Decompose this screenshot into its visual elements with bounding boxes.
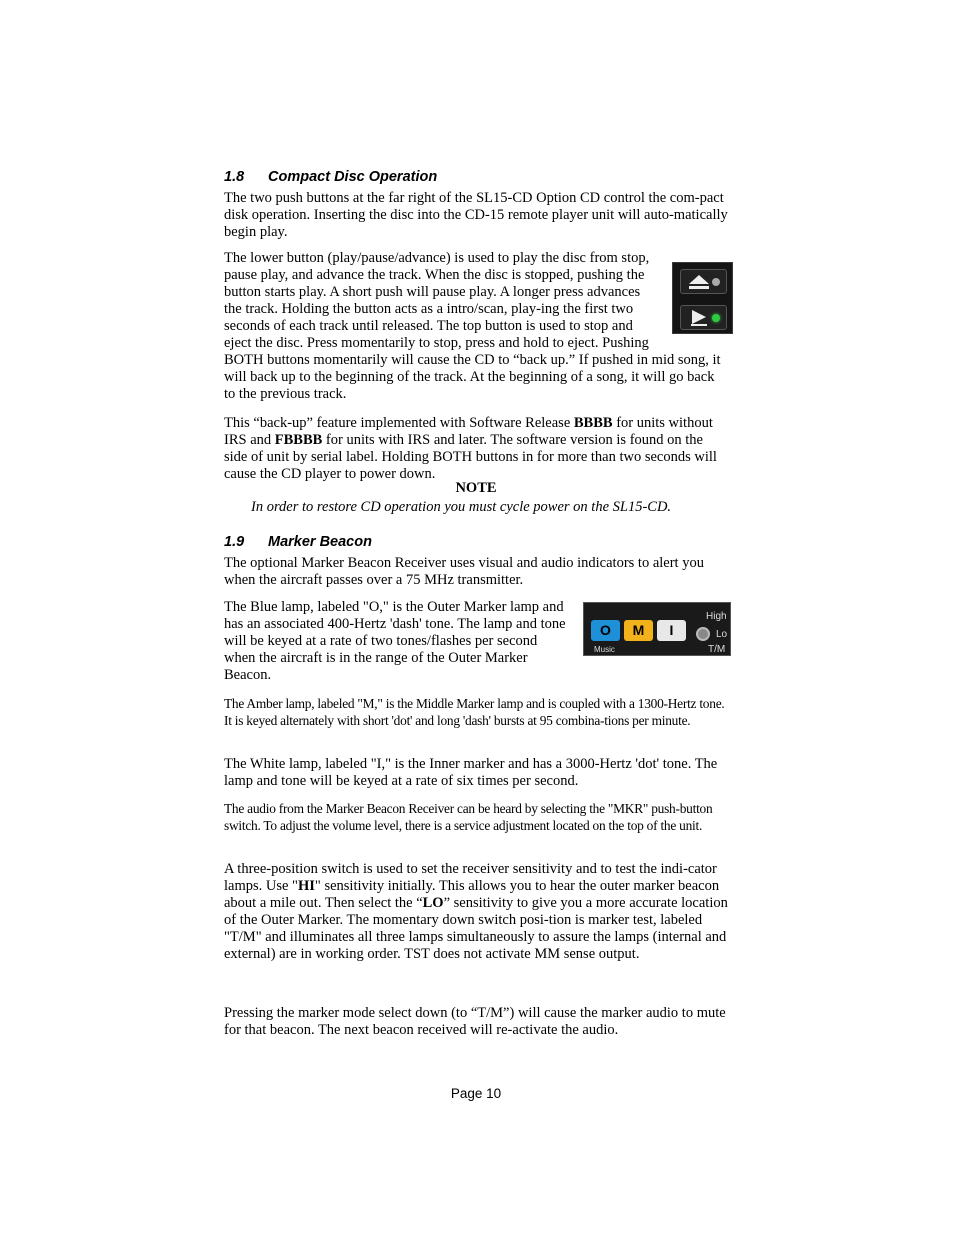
eject-icon <box>689 275 709 289</box>
inner-marker-lamp: I <box>657 620 686 641</box>
outer-marker-lamp: O <box>591 620 620 641</box>
cd-paragraph-1: The two push buttons at the far right of the SL15-CD Option CD control the com-pact disk operation. Inserting the disc into the CD-15 remote player unit will auto-matically begin play. <box>224 190 728 240</box>
label-tm: T/M <box>708 644 726 655</box>
text-run: " sensitivity initially. This allows you to hear the outer marker beacon about a mile out. Then select the “ <box>224 878 720 911</box>
marker-panel-image <box>583 602 731 656</box>
eject-button <box>680 269 727 294</box>
label-lo: Lo <box>716 629 728 640</box>
marker-paragraph-4: The White lamp, labeled "I," is the Inner marker and has a 3000-Hertz 'dot' tone. The lamp and tone will be keyed at a rate of six times per second. <box>224 756 718 789</box>
label-music: Music <box>594 645 615 654</box>
section-heading-marker <box>224 533 372 551</box>
marker-paragraph-5: The audio from the Marker Beacon Receiver can be heard by selecting the "MKR" push-button switch. To adjust the volume level, there is a service adjustment located on the top of the unit. <box>224 801 713 833</box>
text-run: ” sensitivity to give you a more accurate location of the Outer Marker. The momentary down switch posi-tion is marker test, labeled "T/M" and illuminates all three lamps simultaneously to assure the lamps (internal and external) are in working order. TST does not activate MM sense output. <box>224 895 728 962</box>
sensitivity-hi: HI <box>297 878 315 894</box>
page-number: Page 10 <box>450 1086 502 1101</box>
cd-paragraph-2-text: The lower button (play/pause/advance) is used to play the disc from stop, pause play, and advance the track. When the disc is stopped, pushing the button starts play. A short push will pause play. A longer press advances the track. Holding the button acts as a intro/scan, play-ing the first two seconds of each track until released. The top button is used to stop and eject the disc. Press momentarily to stop, press and hold to eject. Pushing BOTH buttons momentarily will cause the CD to “back up.” If pushed in mid song, it will back up to the beginning of the track. At the beginning of a song, it will go back to the previous track. <box>224 250 721 402</box>
middle-marker-lamp: M <box>624 620 653 641</box>
label-high: High <box>706 611 727 622</box>
sensitivity-lo: LO <box>422 895 444 911</box>
cd-paragraph-2 <box>224 250 728 403</box>
document-page <box>224 0 732 1235</box>
software-release-fbbbb: FBBBB <box>274 432 323 448</box>
text-run: for units without IRS and <box>224 415 713 448</box>
note-title: NOTE <box>455 480 497 496</box>
play-icon <box>691 310 707 326</box>
section-heading-cd <box>224 168 437 186</box>
section-number: 1.8 <box>224 169 245 185</box>
note-text: In order to restore CD operation you must cycle power on the SL15-CD. <box>251 499 672 515</box>
text-run: for units with IRS and later. The software version is found on the side of unit by serial label. Holding BOTH buttons in for more than two seconds will cause the CD player to power down. <box>224 432 717 482</box>
marker-paragraph-6 <box>224 861 728 963</box>
play-led <box>712 314 720 322</box>
marker-paragraph-1: The optional Marker Beacon Receiver uses visual and audio indicators to alert you when the aircraft passes over a 75 MHz transmitter. <box>224 555 704 588</box>
section-title: Marker Beacon <box>268 534 372 550</box>
software-release-bbbb: BBBB <box>573 415 613 431</box>
eject-led <box>712 278 720 286</box>
section-title: Compact Disc Operation <box>268 169 438 185</box>
marker-paragraph-3: The Amber lamp, labeled "M," is the Middle Marker lamp and is coupled with a 1300-Hertz tone. It is keyed alternately with short 'dot' and long 'dash' bursts at 95 combina-tions per minute. <box>224 696 725 728</box>
sensitivity-toggle-switch <box>696 627 710 641</box>
section-number: 1.9 <box>224 534 245 550</box>
cd-control-panel-image <box>672 262 733 334</box>
text-run: This “back-up” feature implemented with Software Release <box>224 415 574 431</box>
play-button <box>680 305 727 330</box>
marker-paragraph-2: The Blue lamp, labeled "O," is the Outer Marker lamp and has an associated 400-Hertz 'dash' tone. The lamp and tone will be keyed at a rate of two tones/flashes per second when the aircraft is in the range of the Outer Marker Beacon. <box>224 599 566 683</box>
text-run: A three-position switch is used to set the receiver sensitivity and to test the indi-cator lamps. Use " <box>224 861 717 894</box>
cd-paragraph-3 <box>224 415 728 483</box>
marker-paragraph-7: Pressing the marker mode select down (to “T/M”) will cause the marker audio to mute for that beacon. The next beacon received will re-activate the audio. <box>224 1005 726 1038</box>
